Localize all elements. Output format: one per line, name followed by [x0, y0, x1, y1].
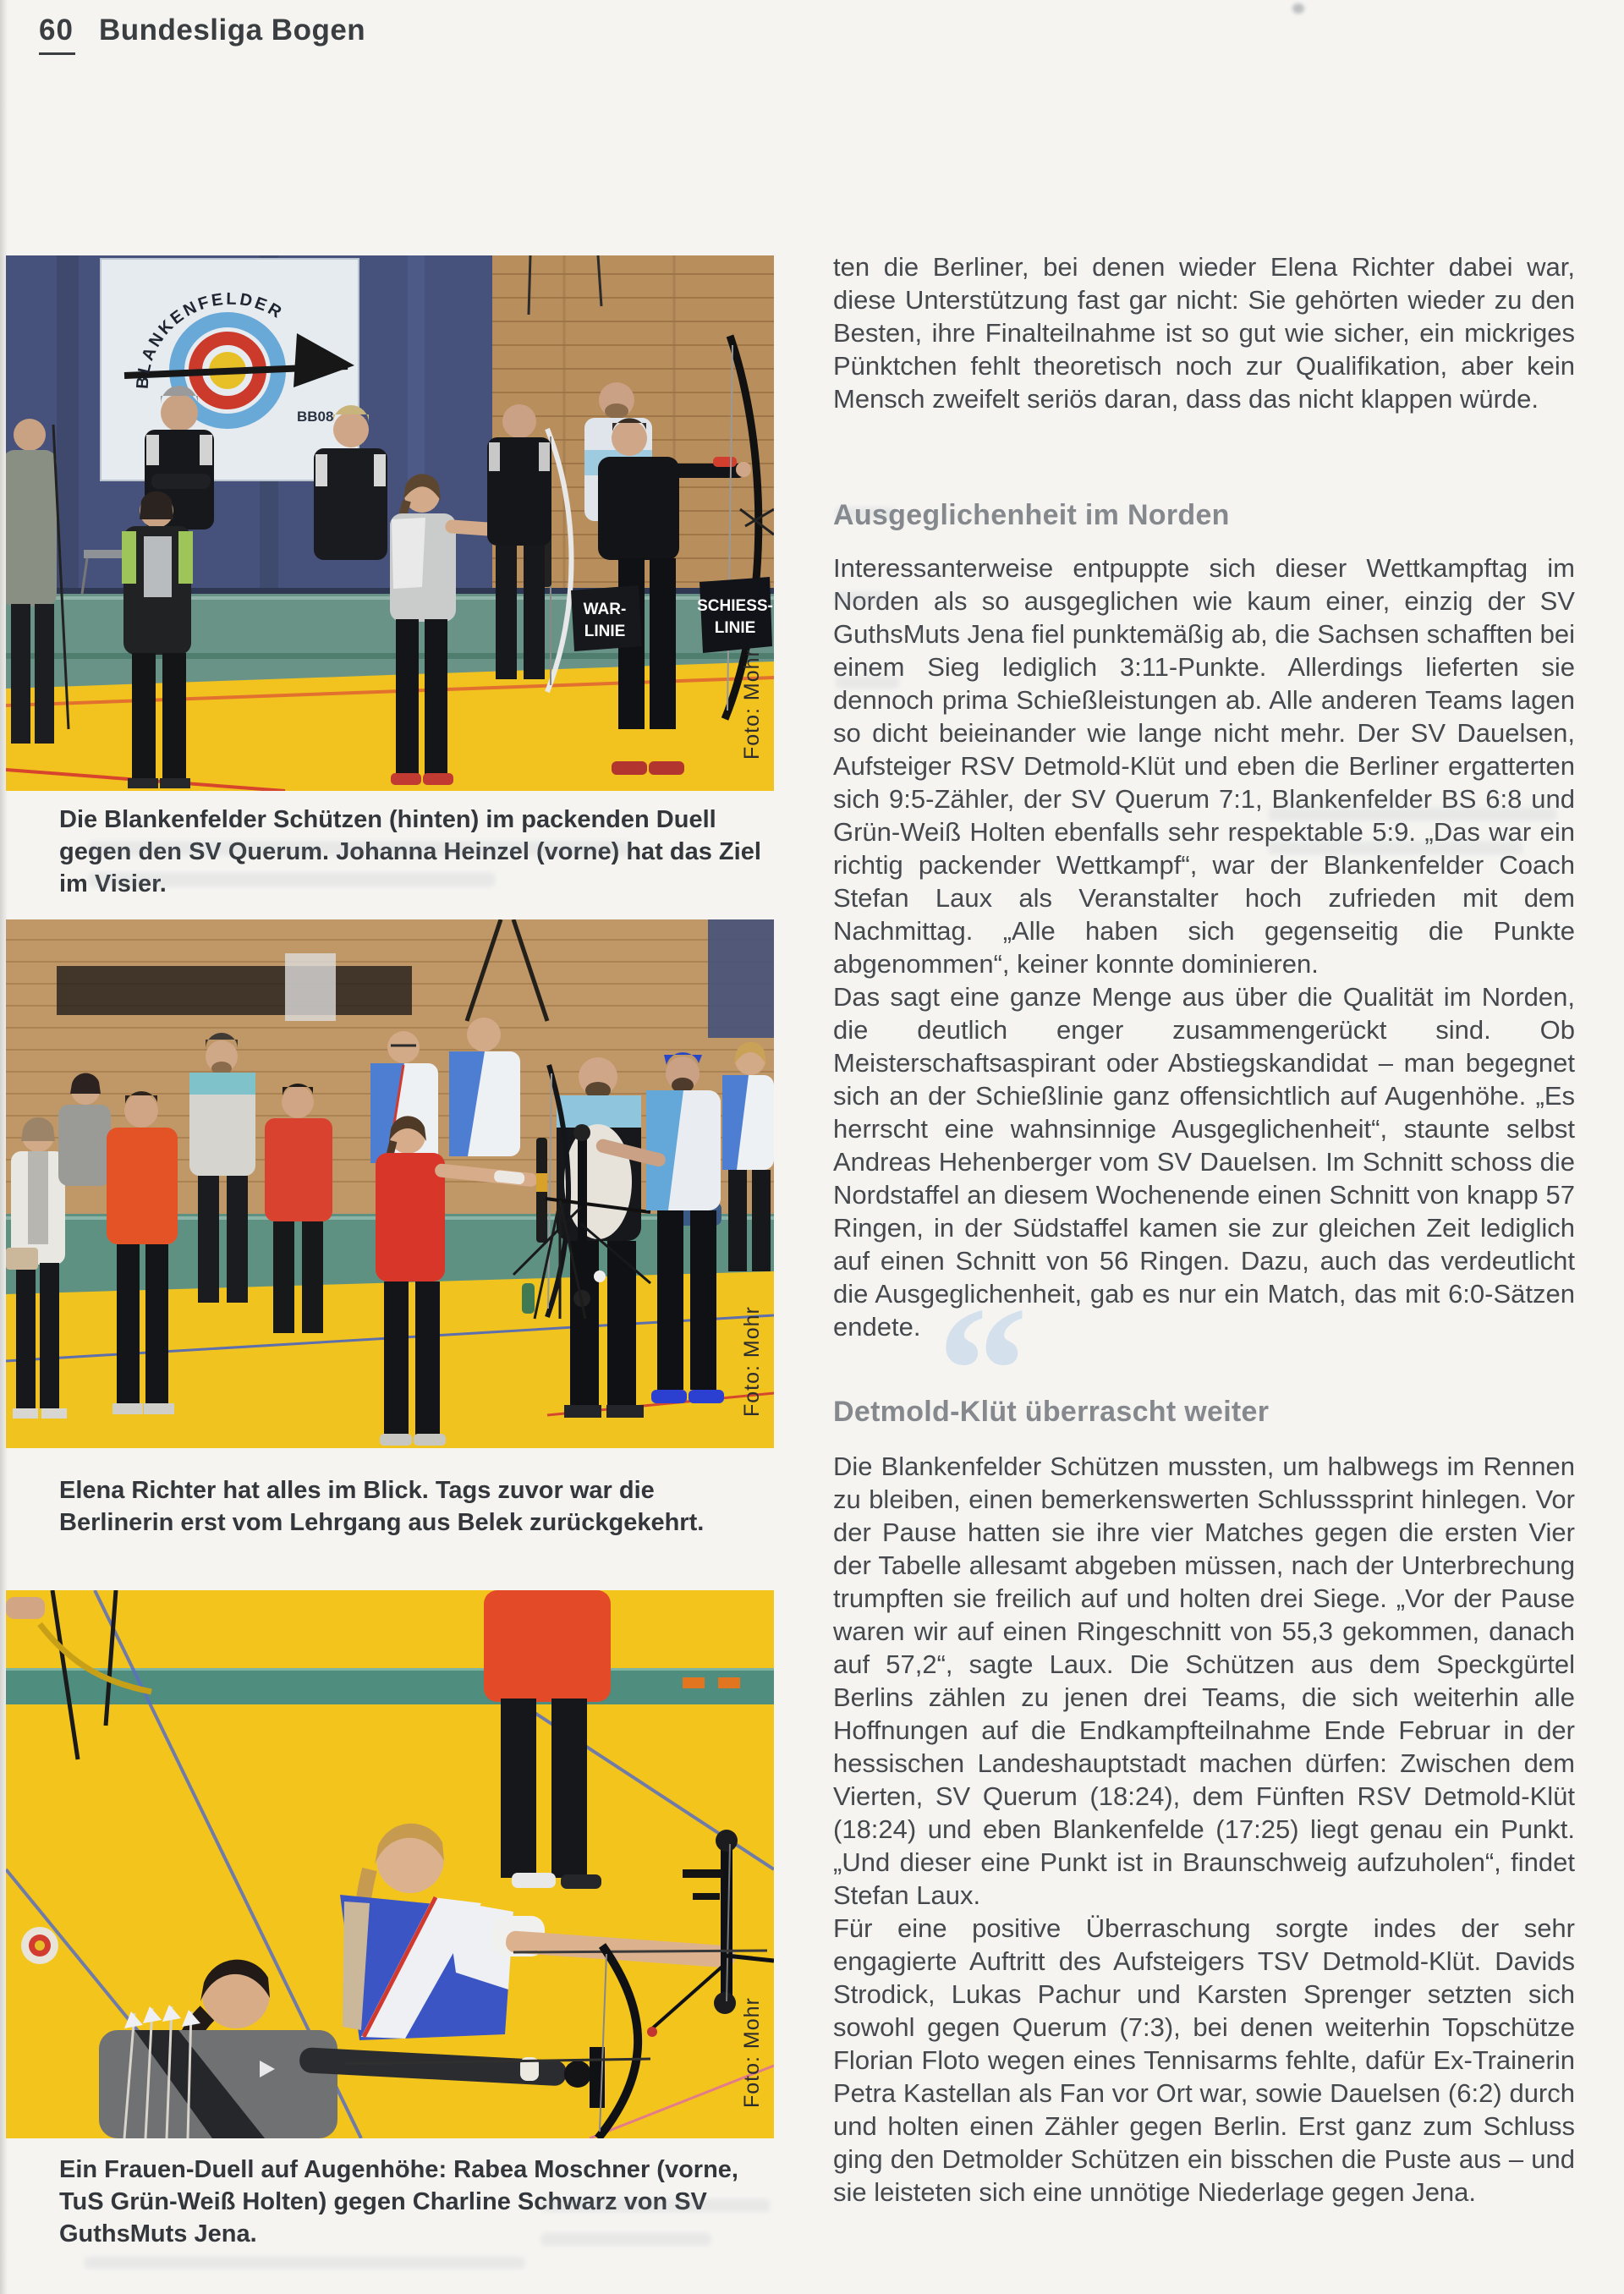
section-heading-detmold: Detmold-Klüt überrascht weiter: [833, 1396, 1270, 1428]
blankenfelder-club-banner: [101, 259, 359, 480]
paragraph: ten die Berliner, bei denen wieder Elena Richter dabei war, diese Unterstützung fast gar nicht: Sie gehörten wieder zu den Besten, ihre Finalteilnahme ist so gut wie sicher, ein mickriges Pünktchen fehlt theoretisch noch zur Qualifikation, aber kein Mensch zweifelt seriös daran, dass das nicht klappen würde.: [833, 252, 1575, 414]
section-detmold-paragraphs: [833, 1450, 1575, 2209]
paragraph: Die Blankenfelder Schützen mussten, um halbwegs im Rennen zu bleiben, einen bemerkenswerten Schlusssprint hinlegen. Vor der Pause hatten sie ihre vier Matches gegen die ersten Vier der Tabelle allesamt abgeben müssen, nach der Unterbrechung trumpften sie freilich auf und holten drei Siege. „Vor der Pause waren wir auf einen Ringeschnitt von 55,3 gekommen, danach auf 57,2“, sagte Laux. Die Schützen aus dem Speckgürtel Berlins zählen zu jenen drei Teams, die sich weiterhin alle Hoffnungen auf die Endkampfteilnahme Ende Februar in der hessischen Landeshauptstadt machen dürfen: Zwischen dem Vierten, SV Querum (18:24), dem Fünften RSV Detmold-Klüt (18:24) und eben Blankenfelde (17:25) liegt genau ein Punkt. „Und dieser eine Punkt ist in Braunschweig aufzuholen“, findet Stefan Laux.: [833, 1452, 1575, 1910]
photo-3-caption: Ein Frauen-Duell auf Augenhöhe: Rabea Moschner (vorne, TuS Grün-Weiß Holten) gegen Charline Schwarz von SV GuthsMuts Jena.: [59, 2156, 738, 2247]
photo-1-illustration: [6, 255, 774, 791]
photo-1-caption: Die Blankenfelder Schützen (hinten) im packenden Duell gegen den SV Querum. Johanna Heinzel (vorne) hat das Ziel im Visier.: [59, 806, 761, 897]
photo-credit: Foto: Mohr: [740, 649, 764, 760]
section-heading-norden: Ausgeglichenheit im Norden: [833, 499, 1230, 531]
photo-3-illustration: [6, 1590, 774, 2138]
shooting-line-sign: [697, 577, 773, 653]
banner-code-text: BB08: [297, 409, 334, 425]
svg-text:LINIE: LINIE: [714, 619, 756, 637]
print-bleed-artifact: [541, 2199, 770, 2212]
paragraph: Interessanterweise entpuppte sich dieser Wettkampftag im Norden als so ausgeglichen wie kaum einer, einzig der SV GuthsMuts Jena fiel punktemäßig ab, die Sachsen schafften bei einem Sieg lediglich 3:11-Punkte. Allerdings lieferten sie dennoch prima Schießleistungen ab. Alle anderen Teams lagen so dicht beieinander wie lange nicht mehr. Der SV Dauelsen, Aufsteiger RSV Detmold-Klüt und eben die Berliner ergatterten sich 9:5-Zähler, der SV Querum 7:1, Blankenfelder BS 6:8 und Grün-Weiß Holten ebenfalls sehr respektable 5:9. „Das war ein richtig packender Wettkampf“, war der Blankenfelder Coach Stefan Laux als Veranstalter hoch zufrieden mit dem Nachmittag. „Alle haben sich gegenseitig die Punkte abgenommen“, keiner konnte dominieren.: [833, 553, 1575, 979]
paragraph: Das sagt eine ganze Menge aus über die Qualität im Norden, die deutlich enger zusammengerückt sind. Ob Meisterschaftsaspirant oder Abstiegskandidat – man begegnet sich an der Schießlinie ganz offensichtlich auf Augenhöhe. „Es herrscht eine wahnsinnige Ausgeglichenheit“, staunte selbst Andreas Hehenberger vom SV Dauelsen. Im Schnitt schoss die Nordstaffel an diesem Wochenende einen Schnitt von knapp 57 Ringen, in der Südstaffel kamen sie zur gleichen Zeit lediglich auf einen Schnitt von 56 Ringen. Dazu, auch das verdeutlicht die Ausgeglichenheit, gab es nur ein Match, das mit 6:0-Sätzen endete.: [833, 982, 1575, 1342]
banner-arc-text: BLANKENFELDER: [133, 289, 287, 390]
print-bleed-artifact: [836, 508, 895, 519]
svg-text:LINIE: LINIE: [584, 623, 626, 640]
print-bleed-artifact: [89, 842, 630, 855]
bleed-quote-mark: “: [937, 1269, 1029, 1471]
print-bleed-artifact: [541, 2233, 710, 2246]
article-intro-paragraph: [833, 250, 1575, 415]
photo-archers-hall-blankenfelde: [6, 255, 774, 791]
photo-credit: Foto: Mohr: [740, 1997, 764, 2108]
print-bleed-artifact: [1269, 842, 1522, 854]
print-bleed-artifact: [89, 873, 495, 886]
section-norden-paragraphs: [833, 552, 1575, 1343]
print-bleed-artifact: [1269, 808, 1556, 820]
photo-women-duel: [6, 1590, 774, 2138]
photo-2-illustration: [6, 919, 774, 1448]
page-header: [39, 14, 365, 55]
svg-text:SCHIESS-: SCHIESS-: [697, 597, 773, 615]
page-number: 60: [39, 14, 75, 55]
photo-credit: Foto: Mohr: [740, 1306, 764, 1417]
svg-text:WAR-: WAR-: [583, 601, 627, 618]
photo-elena-richter-line: [6, 919, 774, 1448]
paragraph: Für eine positive Überraschung sorgte indes der sehr engagierte Auftritt des Aufsteigers TSV Detmold-Klüt. Davids Strodick, Lukas Pachur und Karsten Sprenger setzten sich sowohl gegen Querum (7:3), bei denen weiterhin Topschütze Florian Floto wegen eines Tennisarms fehlte, dafür Ex-Trainerin Petra Kastellan als Fan vor Ort war, sowie Dauelsen (6:2) durch und holten einen Zähler gegen Berlin. Erst ganz zum Schluss ging den Detmolder Schützen ein bisschen die Puste aus – und sie leisteten sich eine unnötige Niederlage gegen Jena.: [833, 1913, 1575, 2207]
print-bleed-artifact: [85, 2257, 524, 2269]
scan-smudge: [1292, 3, 1304, 14]
waiting-line-sign: [571, 585, 642, 651]
print-bleed-artifact: [836, 677, 899, 689]
photo-2-caption: Elena Richter hat alles im Blick. Tags zuvor war die Berlinerin erst vom Lehrgang aus Belek zurückgekehrt.: [59, 1477, 705, 1536]
section-title: Bundesliga Bogen: [98, 14, 366, 47]
print-bleed-artifact: [836, 592, 886, 604]
